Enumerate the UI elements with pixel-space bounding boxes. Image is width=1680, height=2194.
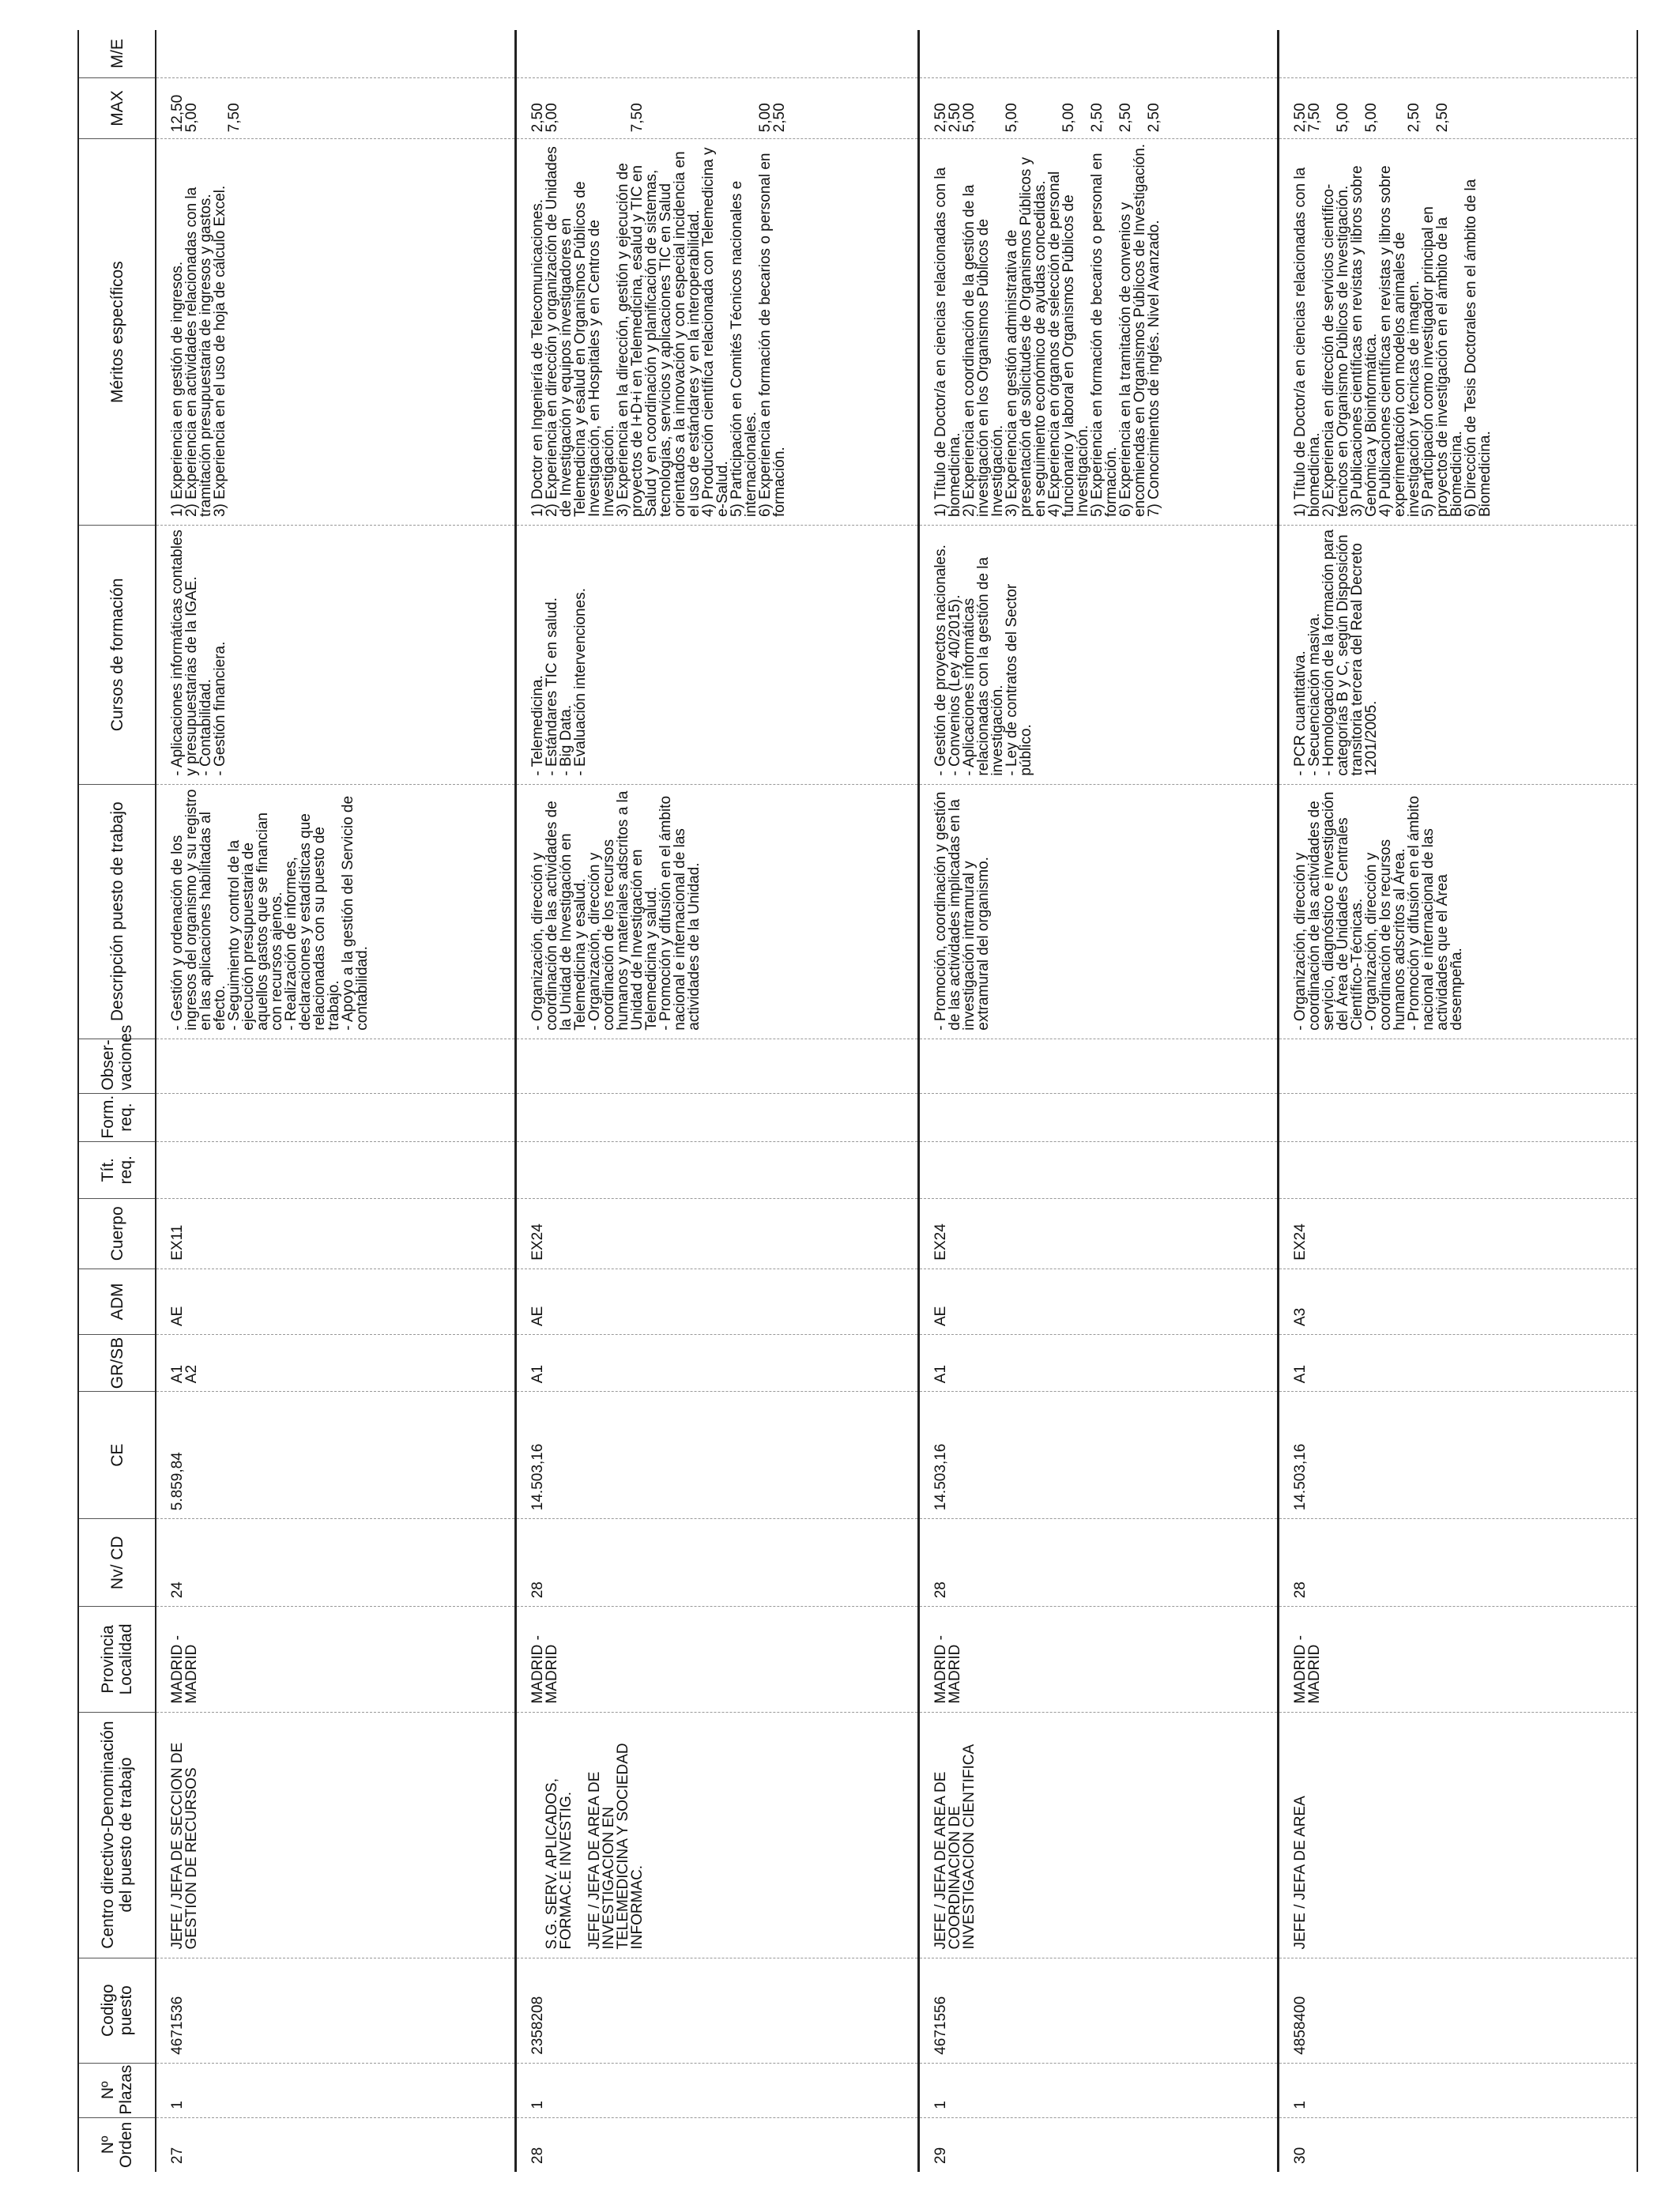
- table-row: [1278, 30, 1637, 2172]
- header-meritos: Méritos específicos: [78, 139, 156, 526]
- cell-orden: 29: [918, 2117, 1278, 2172]
- cell-ce: 14.503,16: [1278, 1392, 1637, 1519]
- header-nivel: Nv/ CD: [78, 1519, 156, 1607]
- cell-descripcion: - Organización, dirección y coordinación de las actividades de la Unidad de Investigación en Telemedicina y esalud. - Organización, dirección y coordinación de los recursos humanos y materiales adscritos a la Unidad de Investigación en Telemedicina y salud. - Promoción y difusión en el ámbito nacional e internacional de las actividades de la Unidad.: [515, 784, 918, 1039]
- header-grsb: GR/SB: [78, 1335, 156, 1392]
- cell-grsb: A1: [918, 1335, 1278, 1392]
- cell-centro: JEFE / JEFA DE AREA DE COORDINACION DE INVESTIGACION CIENTIFICA: [918, 1712, 1278, 1958]
- cell-provincia: MADRID - MADRID: [515, 1607, 918, 1712]
- cell-orden: 27: [156, 2117, 515, 2172]
- cell-adm: AE: [515, 1269, 918, 1334]
- cell-provincia: MADRID - MADRID: [1278, 1607, 1637, 1712]
- cell-ce: 14.503,16: [918, 1392, 1278, 1519]
- cell-cuerpo: EX11: [156, 1198, 515, 1269]
- centro-directivo: S.G. SERV. APLICADOS, FORMAC.E INVESTIG.: [543, 1778, 574, 1950]
- cell-plazas: 1: [1278, 2063, 1637, 2117]
- cell-me: [918, 30, 1278, 77]
- cell-ce: 5.859,84: [156, 1392, 515, 1519]
- header-row: [78, 30, 156, 2172]
- cell-cuerpo: EX24: [1278, 1198, 1637, 1269]
- header-plazas: Nº Plazas: [78, 2063, 156, 2117]
- cell-provincia: MADRID - MADRID: [156, 1607, 515, 1712]
- table-row: [918, 30, 1278, 2172]
- cell-max: 2,50 2,50 5,00 5,00 5,00 2,50 2,50 2,50: [918, 77, 1278, 139]
- cell-orden: 30: [1291, 2147, 1309, 2164]
- header-cuerpo: Cuerpo: [78, 1198, 156, 1269]
- cell-me: [156, 30, 515, 77]
- cell-adm: A3: [1278, 1269, 1637, 1334]
- cell-centro: JEFE / JEFA DE SECCION DE GESTION DE RECURSOS: [156, 1712, 515, 1958]
- cell-grsb: A1: [515, 1335, 918, 1392]
- cell-descripcion: - Promoción, coordinación y gestión de las actividades implicadas en la investigación intramural y extramural del organismo.: [918, 784, 1278, 1039]
- cell-cursos: - Telemedicina. - Estándares TIC en salud. - Big Data. - Evaluación intervenciones.: [515, 526, 918, 785]
- cell-centro: [515, 1712, 918, 1958]
- header-orden: Nº Orden: [78, 2117, 156, 2172]
- cell-plazas: 1: [515, 2063, 918, 2117]
- cell-tit: [1278, 1141, 1637, 1198]
- cell-obs: [156, 1039, 515, 1093]
- header-form: Form. req.: [78, 1093, 156, 1141]
- cell-tit: [156, 1141, 515, 1198]
- cell-obs: [918, 1039, 1278, 1093]
- cell-tit: [918, 1141, 1278, 1198]
- cell-cursos: - PCR cuantitativa. - Secuenciación masiva. - Homologación de la formación para categorías B y C, según Disposición transitoria tercera del Real Decreto 1201/2005.: [1278, 526, 1637, 785]
- table-row: [156, 30, 515, 2172]
- header-max: MAX: [78, 77, 156, 139]
- cell-meritos: 1) Experiencia en gestión de ingresos. 2) Experiencia en actividades relacionadas con la tramitación presupuestaria de ingresos y gastos. 3) Experiencia en el uso de hoja de cálculo Excel.: [156, 139, 515, 526]
- cell-me: [515, 30, 918, 77]
- cell-max: 12,50 5,00 7,50: [156, 77, 515, 139]
- positions-table: [77, 30, 1638, 2172]
- cell-max: 2,50 5,00 7,50 5,00 2,50: [515, 77, 918, 139]
- cell-meritos: 1) Título de Doctor/a en ciencias relacionadas con la biomedicina. 2) Experiencia en dirección de servicios científico-técnicos en Organismo Públicos de Investigación. 3) Publicaciones científicas en revistas y libros sobre Genómica y Bioinformática. 4) Publicaciones científicas en revistas y libros sobre experimentación con modelos animales de investigación y técnicas de imagen. 5) Participación como investigador principal en proyectos de investigación en el ámbito de la Biomedicina. 6) Dirección de Tesis Doctorales en el ámbito de la Biomedicina.: [1278, 139, 1637, 526]
- header-descripcion: Descripción puesto de trabajo: [78, 784, 156, 1039]
- cell-adm: AE: [156, 1269, 515, 1334]
- cell-plazas: 1: [156, 2063, 515, 2117]
- header-obs: Obser-vaciones: [78, 1039, 156, 1093]
- header-me: M/E: [78, 30, 156, 77]
- cell-codigo: 2358208: [515, 1958, 918, 2063]
- header-ce: CE: [78, 1392, 156, 1519]
- cell-orden: 28: [515, 2117, 918, 2172]
- cell-codigo: 4671536: [156, 1958, 515, 2063]
- cell-codigo: 4858400: [1278, 1958, 1637, 2063]
- cell-form: [156, 1093, 515, 1141]
- cell-nivel: 24: [156, 1519, 515, 1607]
- cell-cursos: - Gestión de proyectos nacionales. - Convenios (Ley 40/2015). - Aplicaciones informáticas relacionadas con la gestión de la investigación. - Ley de contratos del Sector público.: [918, 526, 1278, 785]
- centro-puesto: JEFE / JEFA DE AREA DE INVESTIGACION EN TELEMEDICINA Y SOCIEDAD INFORMAC.: [586, 1743, 646, 1950]
- cell-obs: [515, 1039, 918, 1093]
- header-provincia: Provincia Localidad: [78, 1607, 156, 1712]
- cell-obs: [1278, 1039, 1637, 1093]
- cell-nivel: 28: [515, 1519, 918, 1607]
- cell-meritos: 1) Título de Doctor/a en ciencias relacionadas con la biomedicina. 2) Experiencia en coordinación de la gestión de la investigación en los Organismos Públicos de Investigación. 3) Experiencia en gestión administrativa de presentación de solicitudes de Organismos Públicos y en seguimiento económico de ayudas concedidas. 4) Experiencia en órganos de selección de personal funcionario y laboral en Organismos Públicos de Investigación. 5) Experiencia en formación de becarios o personal en formación. 6) Experiencia en la tramitación de convenios y encomiendas en Organismos Públicos de Investigación. 7) Conocimientos de inglés. Nivel Avanzado.: [918, 139, 1278, 526]
- header-centro: Centro directivo-Denominación del puesto de trabajo: [78, 1712, 156, 1958]
- cell-form: [1278, 1093, 1637, 1141]
- cell-tit: [515, 1141, 918, 1198]
- cell-plazas: 1: [918, 2063, 1278, 2117]
- header-cursos: Cursos de formación: [78, 526, 156, 785]
- header-adm: ADM: [78, 1269, 156, 1334]
- cell-nivel: 28: [918, 1519, 1278, 1607]
- cell-descripcion: - Gestión y ordenación de los ingresos del organismo y su registro en las aplicaciones habilitadas al efecto. - Seguimiento y control de la ejecución presupuestaria de aquellos gastos que se financian con recursos ajenos. - Realización de informes, declaraciones y estadísticas que relacionadas con su puesto de trabajo. - Apoyo a la gestión del Servicio de contabilidad.: [156, 784, 515, 1039]
- cell-meritos: 1) Doctor en Ingeniería de Telecomunicaciones. 2) Experiencia en dirección y organización de Unidades de Investigación y equipos investigadores en Telemedicina y esalud en Organismos Públicos de Investigación, en Hospitales y en Centros de Investigación. 3) Experiencia en la dirección, gestión y ejecución de proyectos de I+D+i en Telemedicina, esalud y TIC en Salud y en coordinación y planificación de sistemas, tecnologías, servicios y aplicaciones TIC en Salud orientados a la innovación y con especial incidencia en el uso de estándares y en la interoperabilidad. 4) Producción científica relacionada con Telemedicina y e-Salud. 5) Participación en Comités Técnicos nacionales e internacionales. 6) Experiencia en formación de becarios o personal en formación.: [515, 139, 918, 526]
- cell-descripcion: - Organización, dirección y coordinación de las actividades de servicio, diagnóstico e investigación del Área de Unidades Centrales Científico-Técnicas. - Organización, dirección y coordinación de los recursos humanos adscritos al Área. - Promoción y difusión en el ámbito nacional e internacional de las actividades que el Área desempeña.: [1278, 784, 1637, 1039]
- cell-cuerpo: EX24: [918, 1198, 1278, 1269]
- cell-codigo: 4671556: [918, 1958, 1278, 2063]
- cell-cursos: - Aplicaciones informáticas contables y presupuestarias de la IGAE. - Contabilidad. - Gestión financiera.: [156, 526, 515, 785]
- cell-provincia: MADRID - MADRID: [918, 1607, 1278, 1712]
- cell-grsb: A1 A2: [156, 1335, 515, 1392]
- cell-me: [1278, 30, 1637, 77]
- cell-nivel: 28: [1278, 1519, 1637, 1607]
- cell-adm: AE: [918, 1269, 1278, 1334]
- cell-max: 2,50 7,50 5,00 5,00 2,50 2,50: [1278, 77, 1637, 139]
- cell-form: [918, 1093, 1278, 1141]
- cell-form: [515, 1093, 918, 1141]
- cell-centro: JEFE / JEFA DE AREA: [1278, 1712, 1637, 1958]
- cell-grsb: A1: [1278, 1335, 1637, 1392]
- cell-ce: 14.503,16: [515, 1392, 918, 1519]
- cell-cuerpo: EX24: [515, 1198, 918, 1269]
- table-row: [515, 30, 918, 2172]
- header-codigo: Codigo puesto: [78, 1958, 156, 2063]
- header-tit: Tít. req.: [78, 1141, 156, 1198]
